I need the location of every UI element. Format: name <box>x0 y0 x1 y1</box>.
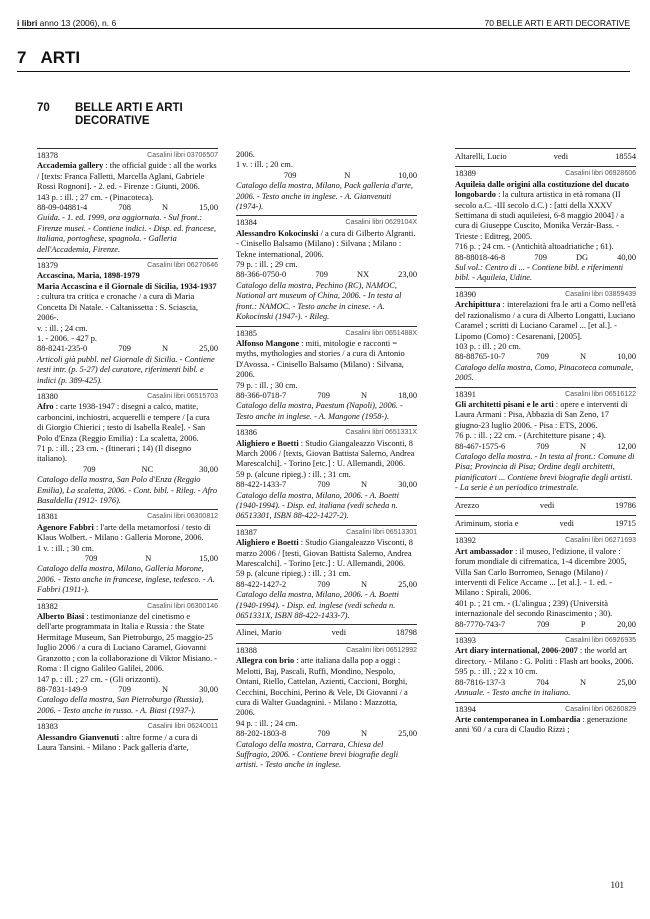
price-field: 30,00 <box>199 684 218 694</box>
entry-description <box>37 271 218 323</box>
price-field: N <box>580 677 587 687</box>
entry-physical: 71 p. : ill. ; 23 cm. - (Itinerari ; 14) (Il disegno italiano). <box>37 443 192 464</box>
price-field: 708 <box>118 203 131 213</box>
entry-note: Catalogo della mostra, Pechino (RC), NAMOC, National art museum of China, 2006. - In testa al front.: NAMOC. - Testo anche in cinese. - A. Kokocinski (1947-). - Rileg. <box>236 280 402 322</box>
catalog-entry <box>455 702 636 739</box>
price-field: N <box>162 344 169 354</box>
section-rule <box>17 71 630 72</box>
entry-note: Catalogo della mostra, Milano, Galleria Morone, 2006. - Testo anche in francese, inglese, tedesco. - A. Fabbri (1911-). <box>37 564 215 595</box>
price-field: 709 <box>82 464 96 474</box>
running-header-left <box>17 18 116 28</box>
entry-title: Maria Accascina e il Giornale di Sicilia, 1934-1937 <box>37 281 217 291</box>
entry-header <box>455 536 636 546</box>
entry-physical: 716 p. ; 24 cm. - (Antichità altoadriatiche ; 61). <box>455 242 614 252</box>
price-field: 88-7770-743-7 <box>455 619 506 629</box>
catalog-entry <box>236 326 417 426</box>
entry-header <box>236 528 417 538</box>
catalog-entry <box>37 389 218 509</box>
entry-price-row <box>37 344 218 354</box>
entry-imprint: : carte 1938-1947 : disegni a calco, matite, carboncini, inchiostri, acquerelli e tempere / [a cura di Giorgio Chierici ; testo di Isabella Reale]. - San Polo d'Enza (Reggio Emilia) : La scaletta, 2006. <box>37 402 210 443</box>
entry-physical: 143 p. : ill. ; 27 cm. - (Pinacoteca). <box>37 192 154 202</box>
catalog-entry <box>37 509 218 598</box>
entry-note: Catalogo della mostra, Milano, Pack galleria d'arte, 2006. - Testo anche in inglese. - A. Gianvenuti (1974-). <box>236 181 413 212</box>
xref-number: 18554 <box>615 152 636 161</box>
entry-header <box>37 392 218 402</box>
entry-physical: 59 p. (alcune ripieg.) : ill. ; 31 cm. <box>236 469 351 479</box>
entry-price-row <box>455 352 636 362</box>
entry-title: Alessandro Gianvenuti <box>37 732 119 742</box>
entry-description <box>455 547 636 599</box>
catalog-entry <box>37 148 218 258</box>
entry-price-row <box>236 480 417 490</box>
page-number: 101 <box>610 880 624 890</box>
entry-title: Afro <box>37 402 54 412</box>
xref-name: Alinei, Mario <box>236 628 282 638</box>
entry-number: 18394 <box>455 704 476 714</box>
entry-price-row <box>236 580 417 590</box>
entry-price-row <box>455 678 636 688</box>
entry-title: Art diary international, 2006-2007 <box>455 646 578 656</box>
catalog-entry <box>236 525 417 625</box>
subsection-number: 70 <box>37 102 50 114</box>
cross-reference <box>455 515 636 533</box>
entry-description <box>37 161 218 192</box>
entry-imprint: / a cura di Gilberto Algranti. - Cinisello Balsamo (Milano) : Silvana ; Milano : Tekne international, 2006. <box>236 228 416 259</box>
entry-price-row <box>37 554 218 564</box>
entry-imprint: : Studio Giangaleazzo Visconti, 8 marzo 2006 / [testi, Giovan Battista Salerno, Andrea Marescalchi]. - Torino [etc.] : U. Allemandi, 2006. <box>236 538 413 569</box>
entry-description <box>236 339 417 381</box>
entry-physical: 79 p. : ill. ; 30 cm. <box>236 380 298 390</box>
price-field: 88-88018-46-8 <box>455 252 506 262</box>
entry-number: 18379 <box>37 261 58 271</box>
casalini-id: Casalini libri 06260829 <box>565 705 636 713</box>
entry-author: Accascina, Maria, 1898-1979 <box>37 271 140 281</box>
casalini-id: Casalini libri 06926935 <box>565 637 636 645</box>
entry-physical: 595 p. : ill. ; 22 x 10 cm. <box>455 667 538 677</box>
subsection-heading <box>37 102 183 127</box>
casalini-id: Casalini libri 0629104X <box>345 219 417 227</box>
catalog-entry <box>37 599 218 719</box>
xref-number: 18798 <box>396 628 417 638</box>
entry-header <box>455 290 636 300</box>
entry-price-row <box>37 203 218 213</box>
subsection-title: BELLE ARTI E ARTI DECORATIVE <box>75 102 183 127</box>
entry-imprint: : generazione anni '60 / a cura di Claudio Rizzi ; <box>455 714 628 735</box>
entry-physical: 103 p. : ill. ; 20 cm. <box>455 341 521 351</box>
section-title: ARTI <box>40 48 81 67</box>
entry-header <box>236 329 417 339</box>
entry-imprint: : il museo, l'edizione, il valore : forum mondiale di cifrematica, 1-4 dicembre 2005, Villa San Carlo Borromeo, Senago (Milano) / interventi di Felice Accame ... [et al.]. - 1. ed. - Milano : Spirali, 2006. <box>455 546 627 598</box>
entry-imprint: : arte italiana dalla pop a oggi : Melotti, Baj, Pascali, Ruffi, Mondino, Nespolo, Ontani, Riello, Cattelan, Azienti, Caccioni, Borghi, Cecchini, Bocchini, Perino & Vele, Di Giovanni / a cura di Walter Guadagnini. - Milano : Mazzotta, 2006. <box>236 656 408 718</box>
entry-number: 18383 <box>37 722 58 732</box>
xref-name: Arezzo <box>455 500 480 510</box>
price-field: 709 <box>118 344 131 354</box>
entry-note: Articoli già pubbl. nel Giornale di Sicilia. - Contiene testi intr. (p. 5-27) del curatore, riferimenti bibl. e indici (p. 389-425). <box>37 354 215 385</box>
entry-note: Annuale. - Testo anche in italiano. <box>455 688 571 698</box>
price-field: N <box>580 352 587 362</box>
entry-title: Gli architetti pisani e le arti <box>455 399 554 409</box>
price-field: 88-09-04881-4 <box>37 203 88 213</box>
entry-physical: 147 p. : ill. ; 27 cm. - (Gli orizzonti). <box>37 674 161 684</box>
price-field: 88-8241-235-0 <box>37 344 88 354</box>
price-field: 25,00 <box>617 677 636 687</box>
entry-number: 18380 <box>37 391 58 401</box>
entry-price-row <box>455 253 636 263</box>
price-field: 88-422-1427-2 <box>236 579 287 589</box>
price-field: 10,00 <box>617 352 636 362</box>
xref-vedi: vedi <box>331 628 347 638</box>
entry-number: 18382 <box>37 601 58 611</box>
catalog-entry <box>455 166 636 286</box>
entry-note: Catalogo della mostra, Como, Pinacoteca comunale, 2005. <box>455 362 634 383</box>
price-field: 18,00 <box>398 390 417 400</box>
price-field: N <box>361 579 368 589</box>
catalog-entry <box>455 533 636 633</box>
entry-description <box>236 229 417 260</box>
price-field: 709 <box>536 352 549 362</box>
running-header-right: 70 BELLE ARTI E ARTI DECORATIVE <box>484 18 630 28</box>
entry-physical: 76 p. : ill. ; 22 cm. - (Architetture pisane ; 4). <box>455 431 606 441</box>
cross-reference <box>455 497 636 515</box>
entry-price-row <box>236 729 417 739</box>
casalini-id: Casalini libri 06516122 <box>565 390 636 398</box>
entry-imprint: : Studio Giangaleazzo Visconti, 8 March 2006 / [texts, Giovan Battista Salerno, Andrea Marescalchi]. - Torino [etc.] : U. Allemandi, 2006. <box>236 438 415 469</box>
entry-description <box>37 402 218 444</box>
entry-price-row <box>37 685 218 695</box>
price-field: P <box>580 619 586 629</box>
entry-description <box>236 439 417 470</box>
journal-issue: anno 13 (2006), n. 6 <box>37 18 117 28</box>
casalini-id: Casalini libri 06513301 <box>346 528 417 536</box>
price-field: 709 <box>283 170 297 180</box>
entry-title: Alessandro Kokocinski <box>236 228 319 238</box>
entry-title: Art ambassador <box>455 546 513 556</box>
entry-header <box>455 390 636 400</box>
price-field: 709 <box>317 390 330 400</box>
entry-note: Guida. - 1. ed. 1999, ora aggiornata. - Sul front.: Firenze musei. - Contiene indici. - Disp. ed. francese, italiana, portoghese, spagnola. - Galleria dell'Accademia, Firenze. <box>37 213 217 254</box>
price-field: 709 <box>317 480 330 490</box>
price-field: 704 <box>536 677 549 687</box>
entry-number: 18385 <box>236 328 257 338</box>
cross-reference <box>455 148 636 166</box>
column-3 <box>455 148 636 739</box>
journal-name: i libri <box>17 18 38 28</box>
price-field: 709 <box>118 684 131 694</box>
price-field: 88-366-0750-0 <box>236 270 287 280</box>
price-field: 709 <box>536 441 549 451</box>
xref-number: 19715 <box>615 519 636 528</box>
entry-imprint: : the official guide : all the works / [texts: Franca Falletti, Marcella Aglani, Gabriele Rossi Rognoni]. - 2. ed. - Firenze : Giunti, 2006. <box>37 161 217 192</box>
casalini-id: Casalini libri 0651488X <box>345 329 417 337</box>
entry-number: 18393 <box>455 636 476 646</box>
entry-price-row <box>236 171 417 181</box>
entry-number: 18389 <box>455 169 476 179</box>
entry-title: Aquileia dalle origini alla costituzione del ducato longobardo <box>455 179 630 200</box>
entry-description <box>37 523 218 544</box>
entry-price-row <box>37 465 218 475</box>
entry-note: Catalogo della mostra, Paestum (Napoli), 2006. - Testo anche in inglese. - A. Mangone (1958-). <box>236 401 403 421</box>
xref-vedi: vedi <box>553 152 569 161</box>
entry-imprint: : testimonianze del cinetismo e dell'arte programmata in Italia e Russia : the State Hermitage Museum, San Pietroburgo, 25 maggio-25 luglio 2006 / a cura di Luciano Caramel, Giovanni Granzotto ; con la collaborazione di Viktor Misiano. - Roma : Il cigno Galileo Galilei, 2006. <box>37 612 218 674</box>
price-field: 88-422-1433-7 <box>236 480 287 490</box>
entry-header <box>37 151 218 161</box>
entry-title: Alighiero e Boetti <box>236 438 299 448</box>
entry-description <box>455 300 636 342</box>
entry-imprint: : altre forme / a cura di Laura Tansini. - Milano : Pack galleria d'arte, <box>37 732 198 752</box>
price-field: 709 <box>534 252 547 262</box>
entry-title: Allegra con brio <box>236 656 295 666</box>
entry-physical: 401 p. ; 21 cm. - (L'alingua ; 239) (Università internazionale del secondo Rinascimento ; 30). <box>455 598 613 619</box>
casalini-id: Casalini libri 06300146 <box>147 602 218 610</box>
catalog-entry <box>455 387 636 497</box>
price-field: N <box>162 203 169 213</box>
price-field: N <box>361 729 368 739</box>
entry-note: Catalogo della mostra, San Pietroburgo (Russia), 2006. - Testo anche in russo. - A. Biasi (1937-). <box>37 695 204 715</box>
entry-continuation <box>236 148 417 215</box>
xref-name: Ariminum, storia e <box>455 519 519 528</box>
entry-header <box>37 261 218 271</box>
price-field: 88-7816-137-3 <box>455 677 506 687</box>
entry-imprint: : l'arte della metamorfosi / testo di Klaus Wolbert. - Milano : Galleria Morone, 2006. <box>37 522 211 543</box>
entry-description <box>455 715 636 736</box>
price-field: 709 <box>315 270 328 280</box>
price-field: 709 <box>84 554 98 564</box>
casalini-id: Casalini libri 06240011 <box>147 723 218 731</box>
entry-number: 18388 <box>236 645 257 655</box>
catalog-entry <box>455 287 636 387</box>
price-field: NX <box>356 270 370 280</box>
entry-physical: 79 p. : ill. ; 29 cm. <box>236 260 298 270</box>
entry-price-row <box>455 620 636 630</box>
catalog-entry <box>236 425 417 525</box>
price-field: 20,00 <box>617 619 636 629</box>
catalog-entry <box>236 215 417 325</box>
entry-physical: 94 p. : ill. ; 24 cm. <box>236 718 298 728</box>
casalini-id: Casalini libri 06512992 <box>346 646 417 654</box>
entry-number: 18387 <box>236 527 257 537</box>
entry-imprint: : interelazioni fra le arti a Como nell'età del razionalismo / a cura di Alberto Longatti, Luciano Caramel ; scritti di Luciano Caramel ... [et al.]. - Lipomo (Como) : Cesarenani, [2005]. <box>455 300 636 341</box>
price-field: DG <box>575 252 589 262</box>
price-field: 25,00 <box>398 729 417 739</box>
catalog-entry <box>236 643 417 774</box>
entry-note: Sul vol.: Centro di ... - Contiene bibl. e riferimenti bibl. - Aquileia, Udine. <box>455 263 624 283</box>
entry-title: Accademia gallery <box>37 161 104 171</box>
price-field: 709 <box>317 729 330 739</box>
price-field: N <box>162 684 169 694</box>
entry-header <box>236 218 417 228</box>
price-field: 40,00 <box>617 252 636 262</box>
entry-note: Catalogo della mostra. - In testa al front.: Comune di Pisa; Provincia di Pisa; Ordine degli architetti, pianificatori ... Contiene brevi biografie degli artisti. - La serie è un periodico trimestrale. <box>455 451 635 493</box>
entry-description <box>236 656 417 718</box>
catalog-entry <box>455 633 636 701</box>
section-number: 7 <box>17 48 27 67</box>
casalini-id: Casalini libri 06515703 <box>147 392 218 400</box>
price-field: 25,00 <box>398 579 417 589</box>
entry-imprint: : the world art directory. - Milano : G. Politi : Flash art books, 2006. <box>455 646 634 666</box>
casalini-id: Casalini libri 03706507 <box>147 152 218 159</box>
xref-vedi: vedi <box>559 519 574 528</box>
entry-header <box>455 636 636 646</box>
price-field: 25,00 <box>199 344 218 354</box>
entry-description <box>236 538 417 569</box>
casalini-id: Casalini libri 06271693 <box>565 537 636 545</box>
price-field: 88-202-1803-8 <box>236 729 287 739</box>
catalog-entry <box>37 719 218 756</box>
entry-physical: 1 v. : ill. ; 20 cm. <box>236 160 293 170</box>
entry-title: Agenore Fabbri <box>37 522 94 532</box>
entry-description <box>455 646 636 667</box>
entry-note: Catalogo della mostra, San Polo d'Enza (Reggio Emilia), La scaletta, 2006. - Cont. bibl. - Rileg. - Afro Basaldella (1912- 1976). <box>37 475 218 505</box>
continued-line: 2006. <box>236 150 255 159</box>
price-field: N <box>580 441 587 451</box>
cross-reference <box>236 624 417 642</box>
entry-number: 18390 <box>455 289 476 299</box>
column-1 <box>37 148 218 756</box>
entry-imprint: : la cultura artistica in età romana (II secolo a.C. -III secolo d.C.) : [atti della XXXV Settimana di studi aquileiesi, 6-8 maggio 2004] / a cura di Giuseppe Cuscito, Monika Verzár-Bass. - Trieste : Editreg, 2005. <box>455 190 625 241</box>
entry-note: Catalogo della mostra, Milano, 2006. - A. Boetti (1940-1994). - Disp. ed. italiana (vedi scheda n. 06513301, ISBN 88-422-1427-2). <box>236 490 399 521</box>
casalini-id: Casalini libri 03859439 <box>565 290 636 298</box>
entry-title: Alberto Biasi <box>37 612 85 622</box>
price-field: N <box>361 480 368 490</box>
price-field: 88-366-0718-7 <box>236 390 287 400</box>
xref-vedi: vedi <box>539 500 555 510</box>
catalog-entry <box>37 258 218 389</box>
price-field: 88-88765-10-7 <box>455 352 506 362</box>
price-field: 709 <box>536 619 550 629</box>
entry-header <box>236 646 417 656</box>
entry-title: Arte contemporanea in Lombardia <box>455 714 581 724</box>
entry-number: 18386 <box>236 428 257 438</box>
entry-title: Alighiero e Boetti <box>236 538 299 548</box>
entry-price-row <box>236 391 417 401</box>
price-field: NC <box>141 464 154 474</box>
xref-number: 19786 <box>615 500 636 510</box>
entry-header <box>37 722 218 732</box>
entry-description <box>37 612 218 674</box>
entry-imprint: : cultura tra critica e cronache / a cura di Maria Concetta Di Natale. - Caltanissetta : S. Sciascia, 2006-. <box>37 292 198 323</box>
entry-title: Alfonso Mangone <box>236 338 300 348</box>
casalini-id: Casalini libri 06270646 <box>147 262 218 270</box>
price-field: 12,00 <box>617 441 636 451</box>
entry-number: 18378 <box>37 151 58 160</box>
xref-name: Altarelli, Lucio <box>455 152 507 161</box>
entry-physical: 59 p. (alcune ripieg.) : ill. ; 31 cm. <box>236 569 351 579</box>
entry-title: Archipittura <box>455 300 501 310</box>
entry-physical: 1 v. : ill. ; 30 cm. <box>37 543 94 553</box>
price-field: 10,00 <box>398 170 417 180</box>
entry-note: Catalogo della mostra, Milano, 2006. - A. Boetti (1940-1994). - Disp. ed. inglese (vedi scheda n. 0651331X, ISBN 88-422-1433-7). <box>236 590 399 621</box>
column-2 <box>236 148 417 774</box>
price-field: N <box>361 390 368 400</box>
price-field: 709 <box>317 579 330 589</box>
casalini-id: Casalini libri 06300812 <box>147 513 218 521</box>
price-field: 23,00 <box>398 270 417 280</box>
entry-header <box>455 705 636 715</box>
entry-number: 18391 <box>455 389 476 399</box>
casalini-id: Casalini libri 0651331X <box>345 429 417 437</box>
entry-physical: v. : ill. ; 24 cm. <box>37 323 88 333</box>
entry-header <box>37 602 218 612</box>
entry-header <box>37 512 218 522</box>
casalini-id: Casalini libri 06928606 <box>565 170 636 178</box>
price-field: 30,00 <box>199 464 218 474</box>
price-field: 15,00 <box>199 554 218 564</box>
entry-imprint: : miti, mitologie e racconti = myths, mythologies and stories / a cura di Antonio D'Avossa. - Cinisello Balsamo (Milano) : Silvana, 2006. <box>236 338 405 380</box>
entry-header <box>455 169 636 179</box>
entry-description <box>455 400 636 431</box>
entry-number: 18381 <box>37 512 58 522</box>
price-field: 88-7831-149-9 <box>37 684 88 694</box>
header-rule <box>17 28 630 29</box>
entry-imprint: : opere e interventi di Laura Armani : Pisa, Abbazia di San Zeno, 17 giugno-23 luglio 2006. - Pisa : ETS, 2006. <box>455 399 628 430</box>
entry-price-row <box>236 270 417 280</box>
entry-description <box>455 180 636 242</box>
section-heading <box>17 48 80 68</box>
entry-number: 18392 <box>455 536 476 546</box>
entry-note: Catalogo della mostra, Carrara, Chiesa del Suffragio, 2006. - Contiene brevi biografie degli artisti. - Testo anche in inglese. <box>236 739 399 770</box>
price-field: 30,00 <box>398 480 417 490</box>
entry-number: 18384 <box>236 218 257 228</box>
price-field: N <box>145 554 152 564</box>
entry-price-row <box>455 442 636 452</box>
entry-header <box>236 428 417 438</box>
price-field: N <box>344 170 351 180</box>
price-field: 15,00 <box>199 203 218 213</box>
entry-volume: 1. - 2006. - 427 p. <box>37 333 98 343</box>
price-field: 88-467-1575-6 <box>455 441 506 451</box>
entry-description <box>37 733 218 754</box>
